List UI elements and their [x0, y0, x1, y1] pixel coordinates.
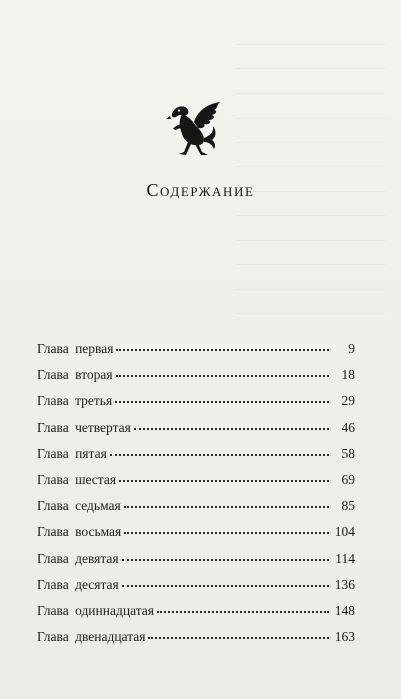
- toc-entry: [37, 572, 355, 598]
- toc-entry-page: 104: [334, 524, 355, 540]
- toc-entry-page: 46: [341, 419, 355, 435]
- toc-entry-page: 148: [334, 602, 355, 618]
- dot-leader: [122, 559, 329, 561]
- toc-entry: [37, 415, 355, 441]
- show-through-line: [236, 166, 386, 168]
- toc-entry-page: 163: [334, 629, 355, 645]
- table-of-contents: [37, 336, 355, 650]
- show-through-line: [236, 118, 386, 120]
- page-title: Содержание: [146, 180, 255, 200]
- toc-entry: [37, 467, 355, 493]
- toc-entry: [37, 624, 355, 650]
- toc-entry-label: Глава девятая: [37, 550, 119, 566]
- toc-entry: [37, 493, 355, 519]
- show-through-line: [236, 264, 386, 266]
- toc-entry-page: 136: [334, 576, 355, 592]
- toc-entry: [37, 546, 355, 572]
- toc-entry-label: Глава первая: [37, 341, 114, 356]
- show-through-line: [236, 215, 386, 217]
- toc-entry-label: Глава третья: [37, 393, 113, 409]
- dot-leader: [119, 480, 329, 482]
- show-through-line: [236, 68, 386, 70]
- toc-entry-page: 9: [348, 341, 355, 356]
- dot-leader: [148, 637, 329, 639]
- toc-entry: [37, 519, 355, 545]
- toc-entry-page: 114: [335, 550, 355, 566]
- dot-leader: [115, 401, 329, 403]
- dot-leader: [124, 506, 329, 508]
- dot-leader: [110, 454, 329, 456]
- dot-leader: [157, 611, 329, 613]
- toc-entry-label: Глава одиннадцатая: [37, 602, 154, 618]
- toc-entry-page: 29: [341, 393, 355, 409]
- toc-entry-label: Глава двенадцатая: [37, 629, 146, 645]
- show-through-line: [236, 313, 386, 315]
- dot-leader: [134, 428, 329, 430]
- toc-entry-label: Глава пятая: [37, 445, 107, 461]
- toc-entry: [37, 388, 355, 414]
- show-through-line: [236, 289, 386, 291]
- toc-entry: [37, 362, 355, 388]
- dot-leader: [124, 532, 329, 534]
- toc-entry-label: Глава десятая: [37, 576, 119, 592]
- griffin-emblem-icon: [164, 100, 224, 158]
- show-through-line: [236, 44, 386, 46]
- dot-leader: [122, 585, 329, 587]
- dot-leader: [116, 349, 329, 351]
- toc-entry-page: 85: [341, 498, 355, 514]
- toc-entry-label: Глава седьмая: [37, 498, 121, 514]
- dot-leader: [116, 375, 329, 377]
- toc-entry-page: 58: [341, 445, 355, 461]
- toc-entry: [37, 598, 355, 624]
- toc-entry-label: Глава вторая: [37, 367, 113, 383]
- toc-entry: [37, 441, 355, 467]
- toc-entry-label: Глава четвертая: [37, 419, 131, 435]
- toc-entry-page: 69: [341, 471, 355, 487]
- show-through-line: [236, 142, 386, 144]
- toc-entry: [37, 336, 355, 362]
- toc-entry-label: Глава восьмая: [37, 524, 122, 540]
- show-through-line: [236, 93, 386, 95]
- show-through-line: [236, 240, 386, 242]
- toc-entry-page: 18: [341, 367, 355, 383]
- toc-entry-label: Глава шестая: [37, 471, 117, 487]
